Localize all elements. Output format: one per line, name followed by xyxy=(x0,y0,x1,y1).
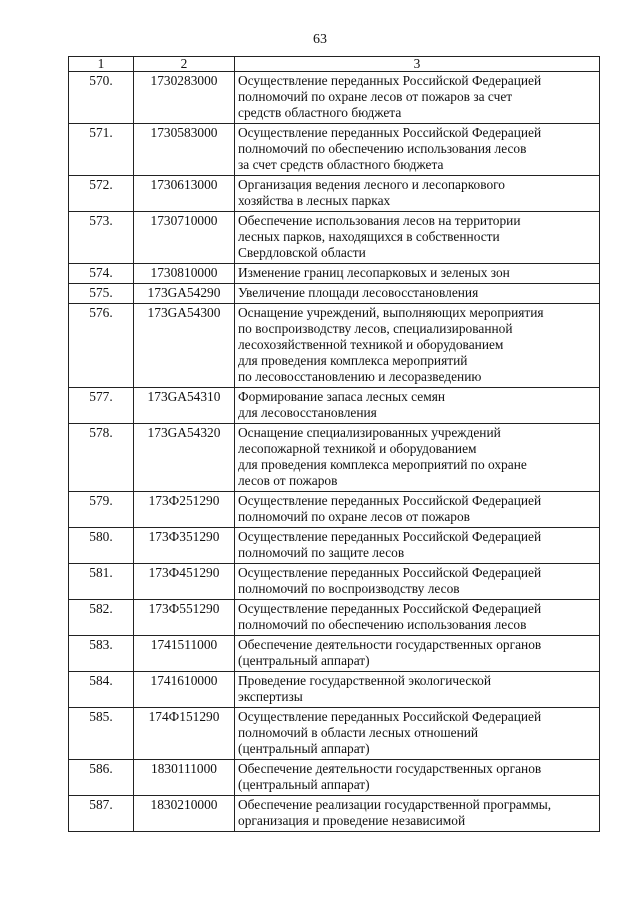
budget-code: 173GA54320 xyxy=(134,424,235,492)
budget-code: 174Ф151290 xyxy=(134,708,235,760)
table-row xyxy=(69,528,600,564)
row-description: Оснащение учреждений, выполняющих мероприятия по воспроизводству лесов, специализированной лесохозяйственной техникой и оборудованием для проведения комплекса мероприятий по лесовосстановлению и лесоразведению xyxy=(235,304,600,388)
table-row xyxy=(69,600,600,636)
row-number: 582. xyxy=(69,600,134,636)
row-description: Организация ведения лесного и лесопаркового хозяйства в лесных парках xyxy=(235,176,600,212)
row-description: Осуществление переданных Российской Федерацией полномочий по защите лесов xyxy=(235,528,600,564)
budget-code: 173Ф351290 xyxy=(134,528,235,564)
row-number: 570. xyxy=(69,72,134,124)
row-description: Осуществление переданных Российской Федерацией полномочий по охране лесов от пожаров за счет средств областного бюджета xyxy=(235,72,600,124)
row-number: 578. xyxy=(69,424,134,492)
row-description: Осуществление переданных Российской Федерацией полномочий в области лесных отношений (центральный аппарат) xyxy=(235,708,600,760)
table-row xyxy=(69,212,600,264)
row-number: 575. xyxy=(69,284,134,304)
row-number: 585. xyxy=(69,708,134,760)
row-number: 572. xyxy=(69,176,134,212)
column-header-1: 1 xyxy=(69,57,134,72)
table-row xyxy=(69,264,600,284)
row-description: Осуществление переданных Российской Федерацией полномочий по обеспечению использования лесов за счет средств областного бюджета xyxy=(235,124,600,176)
row-description: Обеспечение деятельности государственных органов (центральный аппарат) xyxy=(235,636,600,672)
row-number: 587. xyxy=(69,796,134,832)
row-number: 584. xyxy=(69,672,134,708)
budget-code: 1730283000 xyxy=(134,72,235,124)
row-number: 583. xyxy=(69,636,134,672)
table-row xyxy=(69,796,600,832)
table-row xyxy=(69,304,600,388)
budget-code: 1830111000 xyxy=(134,760,235,796)
row-description: Формирование запаса лесных семян для лесовосстановления xyxy=(235,388,600,424)
table-row xyxy=(69,176,600,212)
budget-code: 173Ф551290 xyxy=(134,600,235,636)
budget-code: 173GA54290 xyxy=(134,284,235,304)
column-header-2: 2 xyxy=(134,57,235,72)
table-row xyxy=(69,564,600,600)
table-row xyxy=(69,424,600,492)
row-description: Обеспечение реализации государственной программы, организация и проведение независимой xyxy=(235,796,600,832)
row-number: 577. xyxy=(69,388,134,424)
row-number: 581. xyxy=(69,564,134,600)
row-number: 571. xyxy=(69,124,134,176)
budget-code: 1741610000 xyxy=(134,672,235,708)
row-description: Осуществление переданных Российской Федерацией полномочий по воспроизводству лесов xyxy=(235,564,600,600)
row-number: 579. xyxy=(69,492,134,528)
row-description: Проведение государственной экологической экспертизы xyxy=(235,672,600,708)
table-row xyxy=(69,636,600,672)
row-description: Обеспечение использования лесов на территории лесных парков, находящихся в собственности Свердловской области xyxy=(235,212,600,264)
column-header-3: 3 xyxy=(235,57,600,72)
row-description: Осуществление переданных Российской Федерацией полномочий по охране лесов от пожаров xyxy=(235,492,600,528)
table-row xyxy=(69,124,600,176)
row-description: Изменение границ лесопарковых и зеленых зон xyxy=(235,264,600,284)
row-description: Осуществление переданных Российской Федерацией полномочий по обеспечению использования лесов xyxy=(235,600,600,636)
row-description: Обеспечение деятельности государственных органов (центральный аппарат) xyxy=(235,760,600,796)
row-number: 574. xyxy=(69,264,134,284)
page-number: 63 xyxy=(313,32,327,47)
budget-code: 1730583000 xyxy=(134,124,235,176)
row-number: 573. xyxy=(69,212,134,264)
table-row xyxy=(69,708,600,760)
budget-code: 1741511000 xyxy=(134,636,235,672)
table-row xyxy=(69,388,600,424)
budget-code: 173Ф451290 xyxy=(134,564,235,600)
budget-code: 173Ф251290 xyxy=(134,492,235,528)
budget-code: 1730710000 xyxy=(134,212,235,264)
table-header-row xyxy=(69,57,600,72)
budget-code: 173GA54300 xyxy=(134,304,235,388)
row-number: 580. xyxy=(69,528,134,564)
budget-code: 1730810000 xyxy=(134,264,235,284)
table-row xyxy=(69,72,600,124)
table-row xyxy=(69,760,600,796)
row-description: Увеличение площади лесовосстановления xyxy=(235,284,600,304)
budget-code: 1730613000 xyxy=(134,176,235,212)
table-row xyxy=(69,284,600,304)
row-number: 586. xyxy=(69,760,134,796)
row-number: 576. xyxy=(69,304,134,388)
table-row xyxy=(69,492,600,528)
budget-code: 173GA54310 xyxy=(134,388,235,424)
row-description: Оснащение специализированных учреждений лесопожарной техникой и оборудованием для проведения комплекса мероприятий по охране лесов от пожаров xyxy=(235,424,600,492)
budget-codes-table xyxy=(68,56,600,832)
budget-code: 1830210000 xyxy=(134,796,235,832)
table-row xyxy=(69,672,600,708)
